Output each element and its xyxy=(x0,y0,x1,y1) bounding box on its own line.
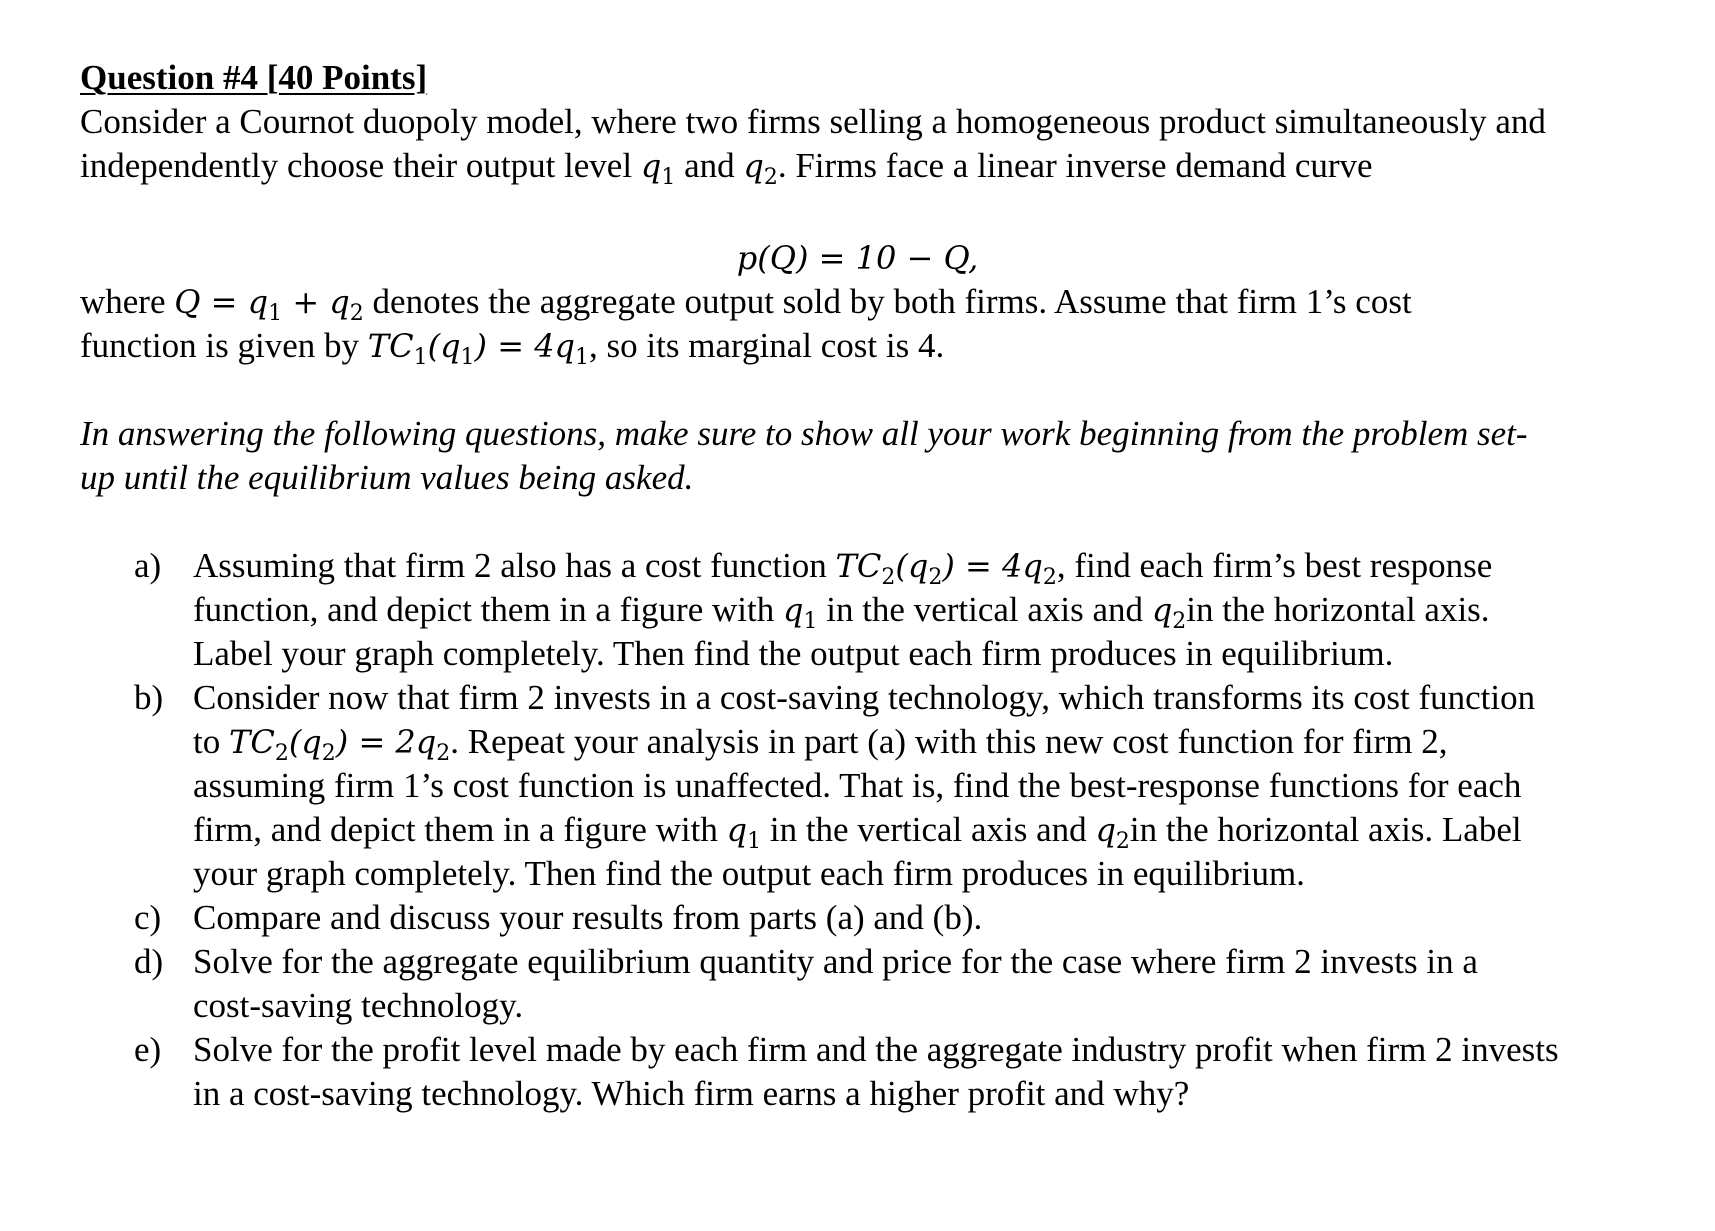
where-line-2: function is given by $TC_1(q_1) = 4q_1$, so its marginal cost is 4. xyxy=(80,326,945,370)
intro-line-2: independently choose their output level $q_1$ and $q_2$. Firms face a linear inverse demand curve xyxy=(80,146,1373,190)
item-a-label: a) xyxy=(134,546,162,585)
item-e-line-2: in a cost-saving technology. Which firm earns a higher profit and why? xyxy=(193,1074,1190,1113)
item-b-line-5: your graph completely. Then find the output each firm produces in equilibrium. xyxy=(193,854,1305,893)
item-a-line-3: Label your graph completely. Then find the output each firm produces in equilibrium. xyxy=(193,634,1394,673)
item-b-line-1: Consider now that firm 2 invests in a cost-saving technology, which transforms its cost function xyxy=(193,678,1536,717)
item-c-label: c) xyxy=(134,898,162,937)
firm1-cost-function: $TC_1(q_1) = 4q_1$ xyxy=(367,327,590,370)
item-d-line-2: cost-saving technology. xyxy=(193,986,524,1025)
aggregate-output-formula: $Q = q_1 + q_2$ xyxy=(174,283,364,326)
item-d-line-1: Solve for the aggregate equilibrium quantity and price for the case where firm 2 invests in a xyxy=(193,942,1478,981)
item-b-line-4: firm, and depict them in a figure with $q_1$ in the vertical axis and $q_2in$ the horizontal axis. Label xyxy=(193,810,1522,854)
item-b-line-3: assuming firm 1’s cost function is unaffected. That is, find the best-response functions for each xyxy=(193,766,1522,805)
item-c-line-1: Compare and discuss your results from parts (a) and (b). xyxy=(193,898,983,937)
firm2-cost-function-a: $TC_2(q_2) = 4q_2$ xyxy=(835,547,1057,590)
item-a-line-2: function, and depict them in a figure with $q_1$ in the vertical axis and $q_2in$ the horizontal axis. xyxy=(193,590,1490,634)
firm2-cost-function-b: $TC_2(q_2) = 2q_2$ xyxy=(228,723,451,766)
where-line-1: where $Q = q_1 + q_2$ denotes the aggregate output sold by both firms. Assume that firm 1’s cost xyxy=(80,282,1412,326)
item-b-line-2: to $TC_2(q_2) = 2q_2$. Repeat your analysis in part (a) with this new cost function for firm 2, xyxy=(193,722,1448,766)
item-a-line-1: Assuming that firm 2 also has a cost function $TC_2(q_2) = 4q_2$, find each firm’s best response xyxy=(193,546,1493,590)
item-e-line-1: Solve for the profit level made by each firm and the aggregate industry profit when firm 2 invests xyxy=(193,1030,1559,1069)
instruction-line-1: In answering the following questions, make sure to show all your work beginning from the problem set- xyxy=(80,414,1528,453)
instruction-line-2: up until the equilibrium values being asked. xyxy=(80,458,694,497)
intro-line-1: Consider a Cournot duopoly model, where two firms selling a homogeneous product simultaneously and xyxy=(80,102,1546,141)
q1-symbol: $q_1$ xyxy=(640,147,676,190)
item-d-label: d) xyxy=(134,942,164,981)
demand-equation: p(Q) = 10 − Q, xyxy=(736,239,979,277)
item-b-label: b) xyxy=(134,678,164,717)
question-title: Question #4 [40 Points] xyxy=(80,58,428,97)
item-e-label: e) xyxy=(134,1030,162,1069)
q2-symbol: $q_2$ xyxy=(743,147,778,190)
